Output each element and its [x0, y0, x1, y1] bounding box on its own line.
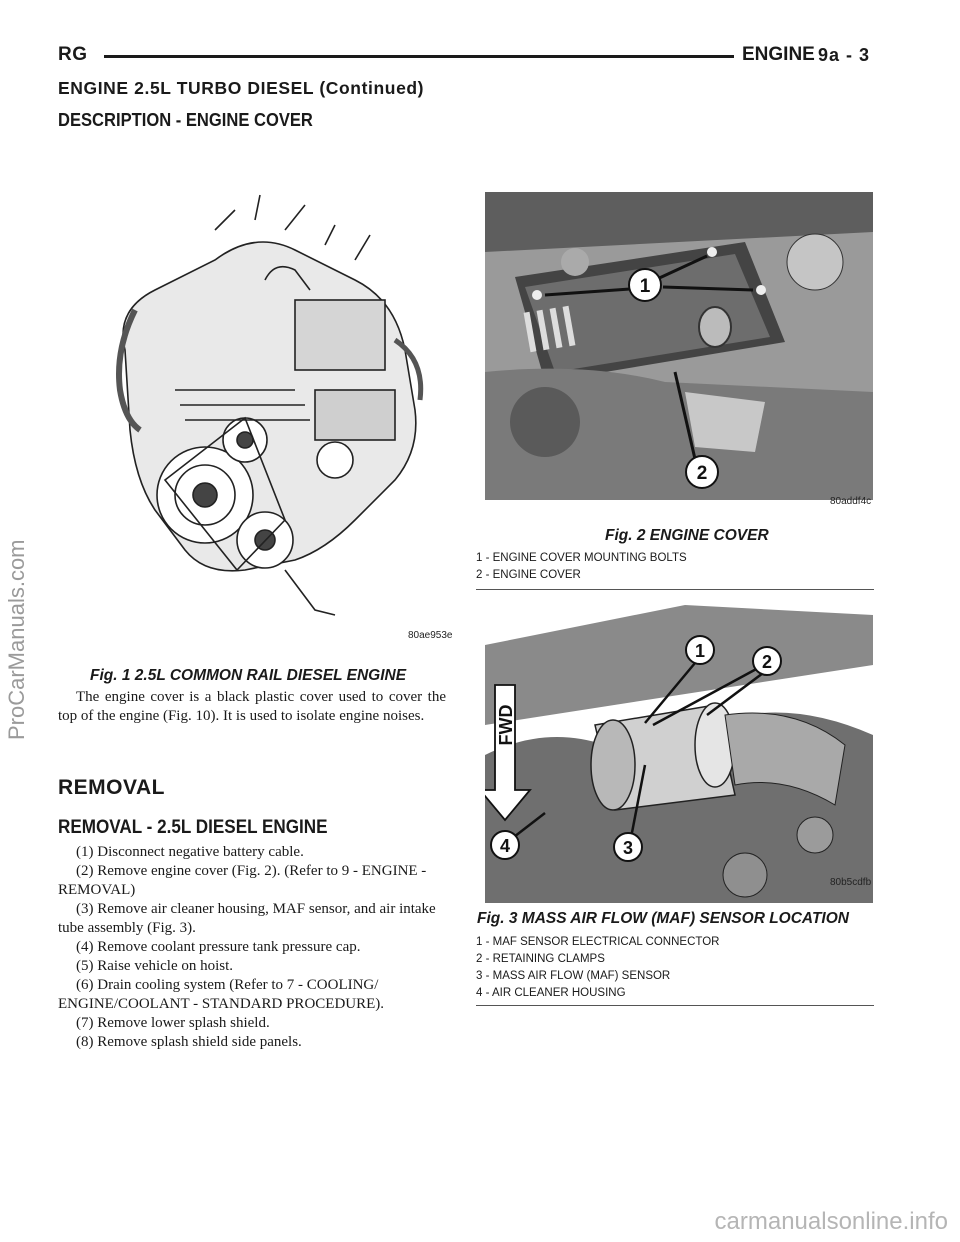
fig3-legend-item: 1 - MAF SENSOR ELECTRICAL CONNECTOR	[476, 936, 720, 948]
fig3-rule	[476, 1005, 874, 1006]
removal-step: (2) Remove engine cover (Fig. 2). (Refer to 9 - ENGINE - REMOVAL)	[58, 863, 427, 898]
fig2-caption: Fig. 2 ENGINE COVER	[605, 527, 769, 544]
fig3-callout-4: 4	[499, 836, 511, 856]
continued-title: ENGINE 2.5L TURBO DIESEL (Continued)	[58, 78, 425, 98]
fig3-caption: Fig. 3 MASS AIR FLOW (MAF) SENSOR LOCATION	[477, 910, 849, 927]
fig3-callout-1: 1	[694, 641, 706, 661]
fig2-callout-1: 1	[639, 276, 651, 297]
removal-step: (6) Drain cooling system (Refer to 7 - COOLING/ ENGINE/COOLANT - STANDARD PROCEDURE).	[58, 977, 385, 1012]
fig1-code: 80ae953e	[408, 630, 453, 641]
fig2-legend-item: 2 - ENGINE COVER	[476, 569, 581, 581]
bottom-watermark: carmanualsonline.info	[714, 1208, 948, 1235]
fig3-legend	[476, 934, 719, 1002]
removal-step: (8) Remove splash shield side panels.	[76, 1034, 302, 1050]
fig3-code: 80b5cdfb	[830, 877, 872, 888]
removal-subheading: REMOVAL - 2.5L DIESEL ENGINE	[58, 817, 328, 838]
header-rule	[104, 55, 734, 58]
fig1-caption: Fig. 1 2.5L COMMON RAIL DIESEL ENGINE	[90, 667, 407, 684]
side-watermark: ProCarManuals.com	[4, 539, 29, 740]
fig2-callout-2: 2	[696, 463, 708, 484]
fig2-legend-item: 1 - ENGINE COVER MOUNTING BOLTS	[476, 552, 687, 564]
description-heading: DESCRIPTION - ENGINE COVER	[58, 110, 313, 130]
header-rg: RG	[58, 44, 88, 65]
removal-step: (1) Disconnect negative battery cable.	[76, 844, 304, 860]
fig3-legend-item: 3 - MASS AIR FLOW (MAF) SENSOR	[476, 970, 671, 982]
fig2-engine-cover-photo	[485, 192, 873, 500]
fig3-callout-2: 2	[761, 652, 773, 672]
removal-step: (4) Remove coolant pressure tank pressure cap.	[76, 939, 361, 955]
removal-step: (3) Remove air cleaner housing, MAF sensor, and air intake tube assembly (Fig. 3).	[58, 901, 436, 936]
removal-heading: REMOVAL	[58, 776, 165, 799]
fig3-callout-3: 3	[622, 838, 634, 858]
fig2-rule	[476, 589, 874, 590]
header-section: ENGINE	[742, 44, 815, 65]
fig2-code: 80addf4c	[830, 496, 872, 507]
removal-step: (5) Raise vehicle on hoist.	[76, 958, 234, 974]
fig3-maf-sensor-photo	[485, 605, 873, 903]
fwd-label: FWD	[496, 704, 516, 746]
removal-steps	[58, 843, 446, 1052]
description-paragraph: The engine cover is a black plastic cover used to cover the top of the engine (Fig. 10). It is used to isolate engine noises.	[58, 689, 446, 724]
fig1-engine-illustration	[95, 190, 450, 640]
removal-step: (7) Remove lower splash shield.	[76, 1015, 270, 1031]
fig2-legend	[476, 550, 687, 584]
fig3-legend-item: 2 - RETAINING CLAMPS	[476, 953, 605, 965]
fig3-legend-item: 4 - AIR CLEANER HOUSING	[476, 987, 626, 999]
page-number: 9a - 3	[818, 45, 871, 65]
